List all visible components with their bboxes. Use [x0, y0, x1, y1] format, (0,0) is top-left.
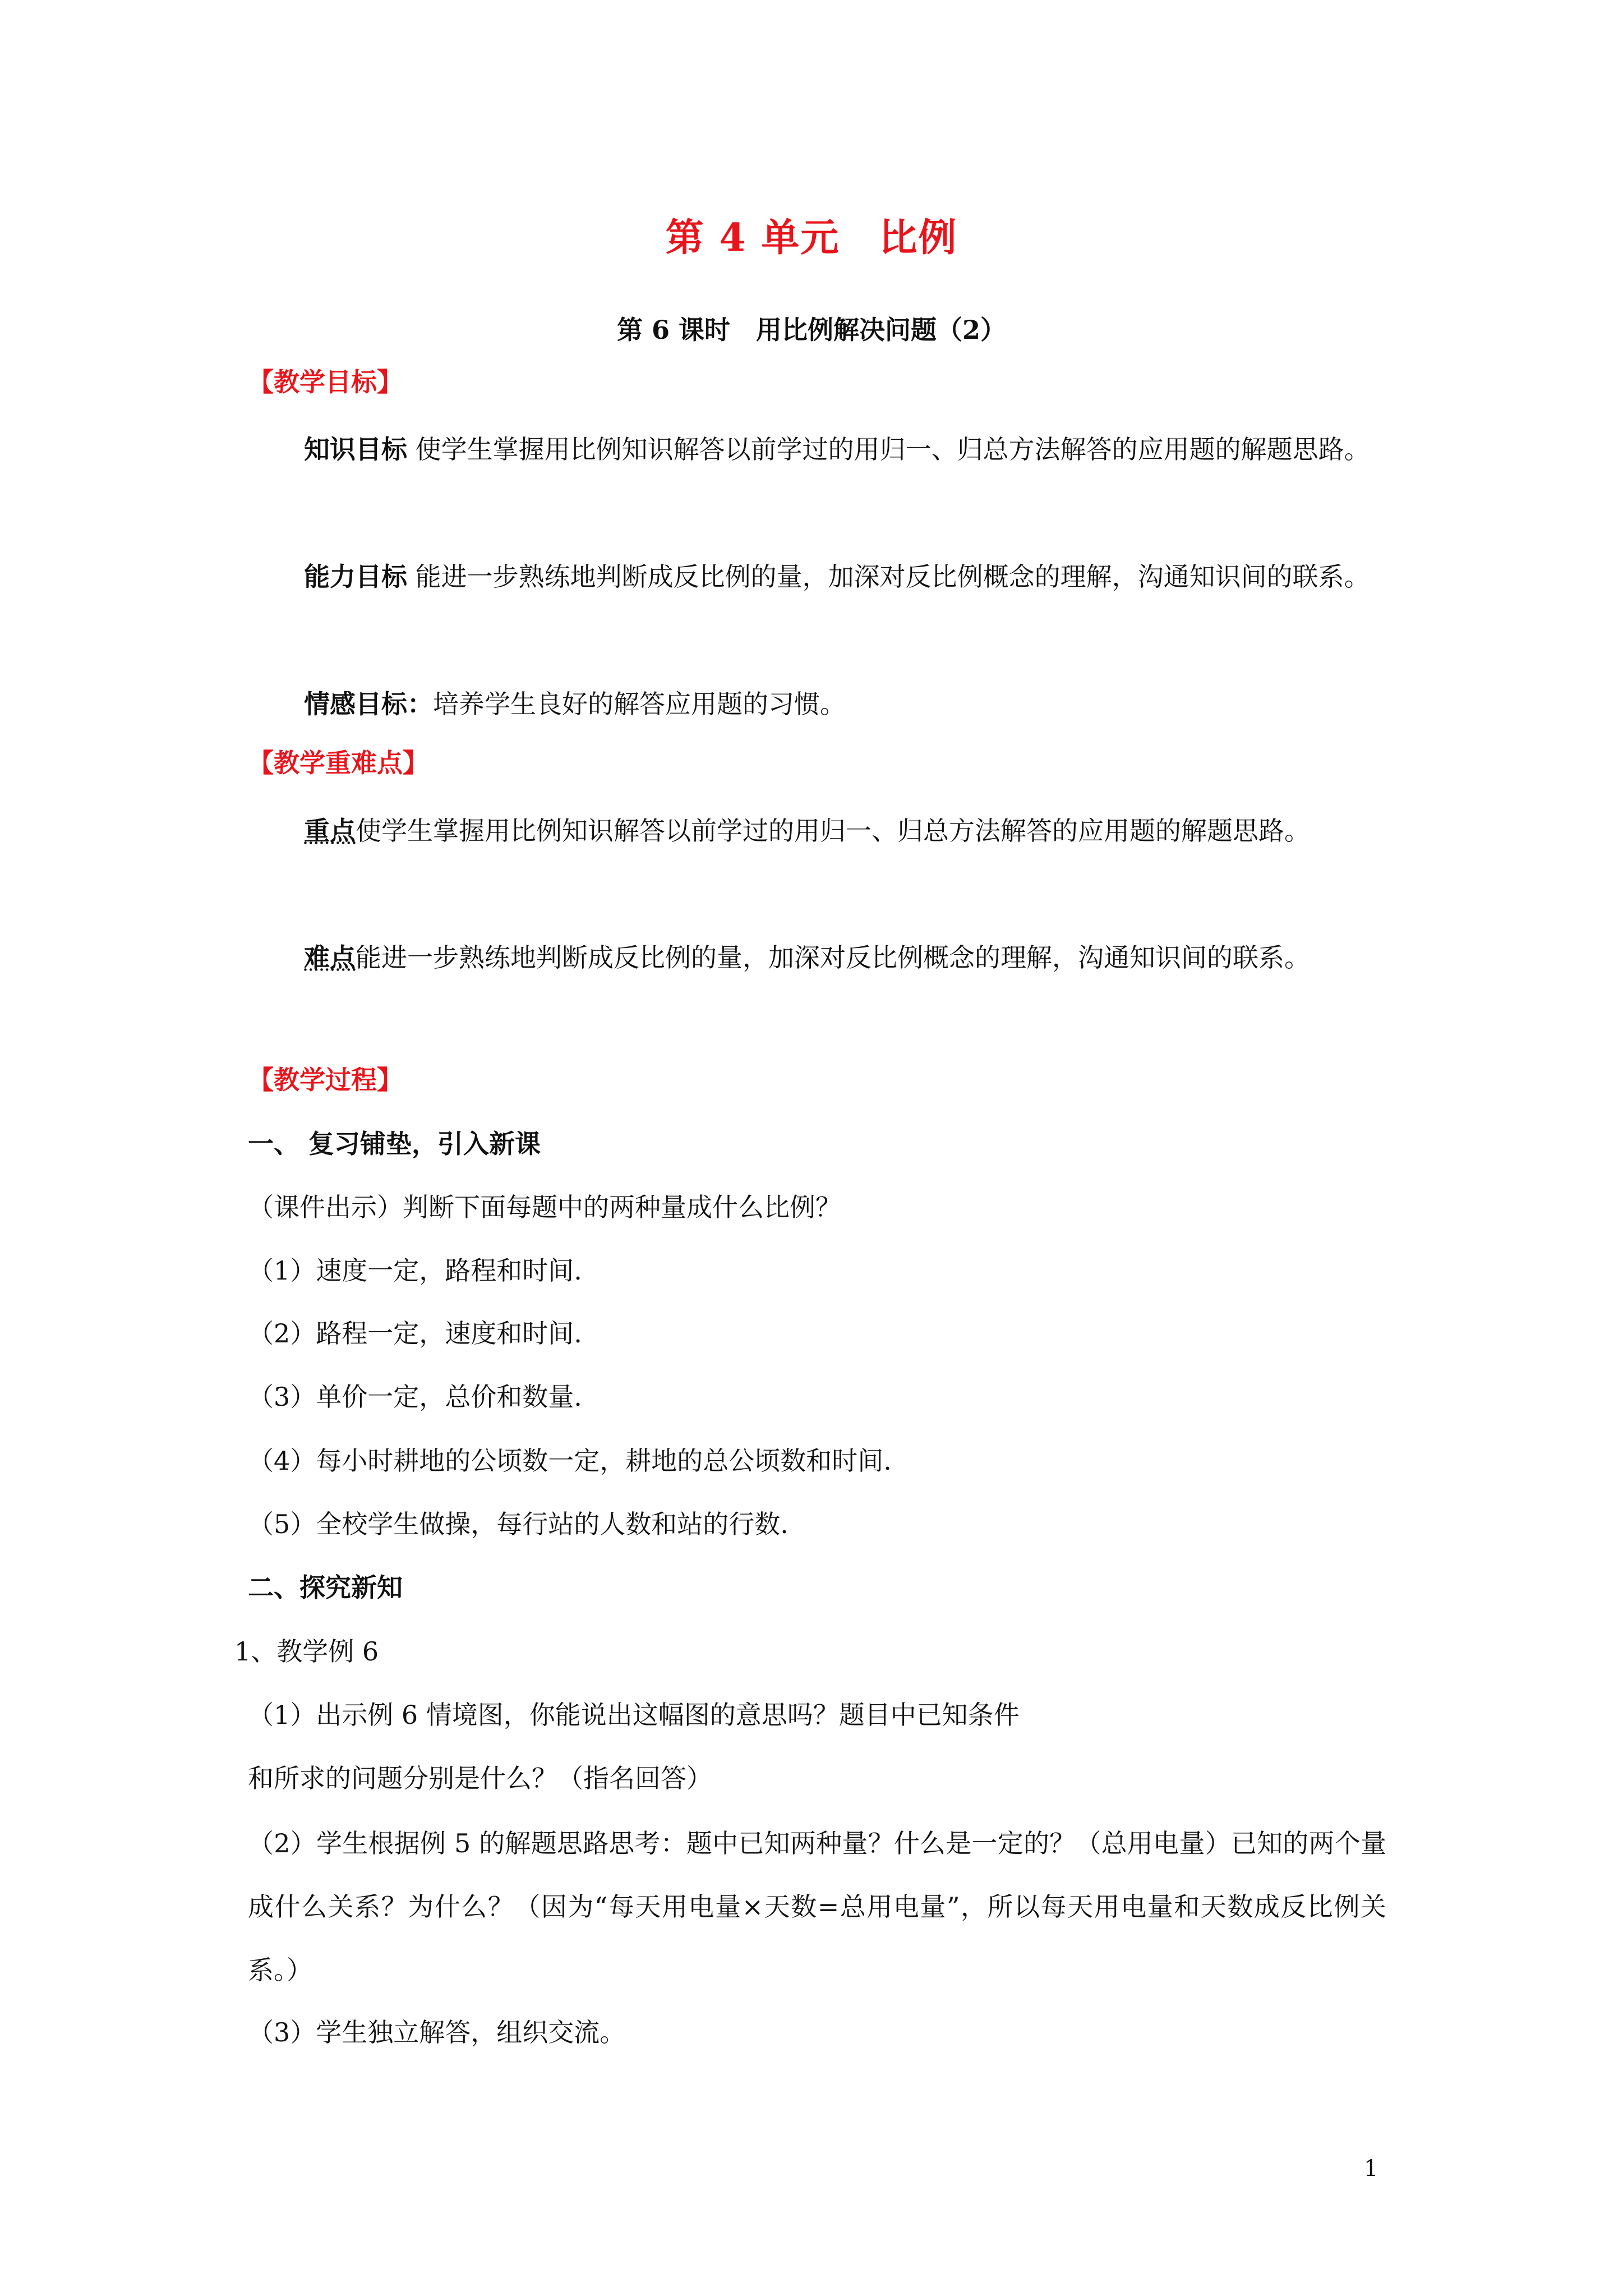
section-heading-goals: 【教学目标】 — [248, 367, 403, 397]
goal-knowledge-label: 知识目标 — [304, 434, 407, 464]
step2-paragraph: （2）学生根据例 5 的解题思路思考：题中已知两种量？什么是一定的？（总用电量）已知的两个量成什么关系？为什么？（因为“每天用电量×天数=总用电量”，所以每天用电量和天数成反比例关系。） — [248, 1828, 1386, 1985]
goal-emotion-paragraph — [248, 673, 1386, 736]
section-heading-key: 【教学重难点】 — [248, 748, 428, 778]
step3-line: （3）学生独立解答，组织交流。 — [248, 2017, 626, 2047]
part2-example: 1、教学例 6 — [234, 1636, 379, 1667]
key-point-text: 使学生掌握用比例知识解答以前学过的用归一、归总方法解答的应用题的解题思路。 — [356, 816, 1310, 846]
unit-title: 第 4 单元 比例 — [665, 215, 958, 260]
part1-item: （4）每小时耕地的公顷数一定，耕地的总公顷数和时间. — [248, 1446, 892, 1476]
goal-knowledge-text: 使学生掌握用比例知识解答以前学过的用归一、归总方法解答的应用题的解题思路。 — [415, 434, 1370, 464]
difficulty-label: 难点 — [304, 942, 356, 973]
key-point-paragraph — [248, 799, 1386, 863]
goal-emotion-label: 情感目标： — [304, 689, 433, 719]
part1-heading: 一、 复习铺垫，引入新课 — [248, 1129, 541, 1159]
difficulty-paragraph — [248, 926, 1386, 990]
lesson-subtitle: 第 6 课时 用比例解决问题（2） — [616, 315, 1007, 345]
part1-item: （1）速度一定，路程和时间. — [248, 1255, 582, 1286]
difficulty-text: 能进一步熟练地判断成反比例的量，加深对反比例概念的理解，沟通知识间的联系。 — [356, 942, 1310, 973]
step1-line2: 和所求的问题分别是什么？（指名回答） — [248, 1763, 712, 1793]
part1-item: （5）全校学生做操，每行站的人数和站的行数. — [248, 1509, 789, 1539]
goal-knowledge-paragraph — [248, 418, 1386, 481]
section-heading-process: 【教学过程】 — [248, 1065, 403, 1095]
goal-ability-label: 能力目标 — [304, 562, 407, 592]
part1-intro: （课件出示）判断下面每题中的两种量成什么比例？ — [248, 1192, 841, 1222]
part1-item: （3）单价一定，总价和数量. — [248, 1382, 582, 1412]
part2-heading: 二、探究新知 — [248, 1572, 403, 1603]
part1-item: （2）路程一定，速度和时间. — [248, 1318, 582, 1349]
step1-line1: （1）出示例 6 情境图，你能说出这幅图的意思吗？题目中已知条件 — [248, 1700, 1020, 1730]
goal-emotion-text: 培养学生良好的解答应用题的习惯。 — [433, 689, 846, 719]
goal-ability-paragraph — [248, 545, 1386, 609]
key-point-label: 重点 — [304, 816, 356, 846]
page-number: 1 — [1364, 2156, 1378, 2182]
goal-ability-text: 能进一步熟练地判断成反比例的量，加深对反比例概念的理解，沟通知识间的联系。 — [415, 562, 1370, 592]
